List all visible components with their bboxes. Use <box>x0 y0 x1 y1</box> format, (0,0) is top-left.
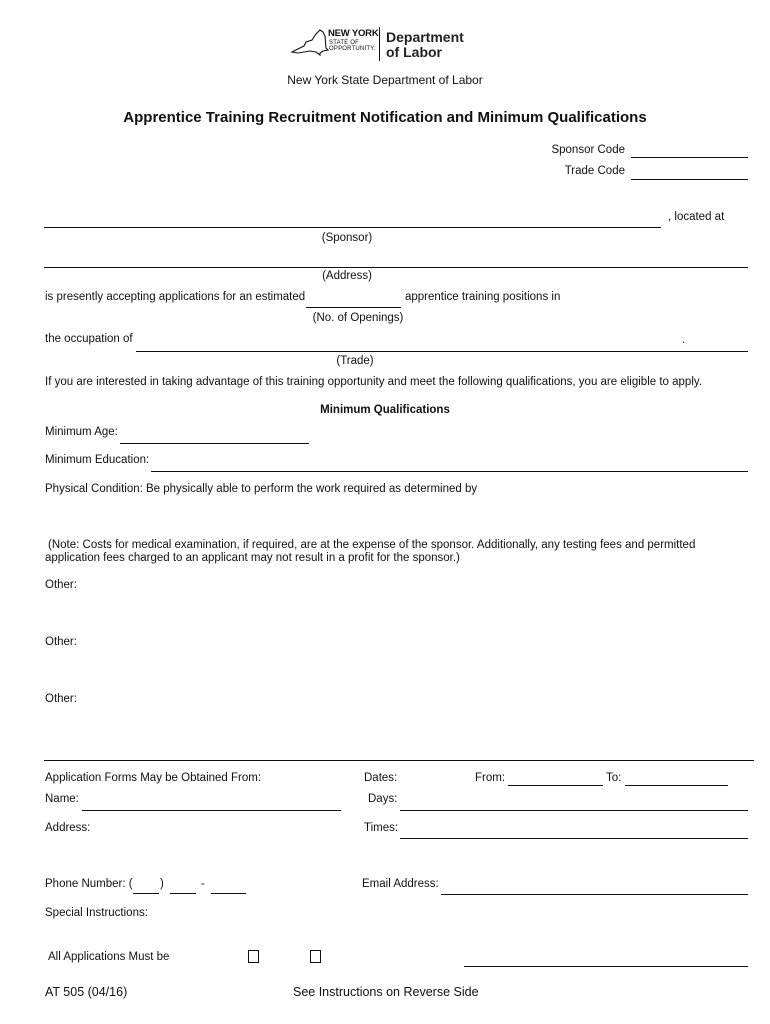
agency-name: New York State Department of Labor <box>287 73 483 87</box>
section-divider <box>44 760 754 761</box>
days-label: Days: <box>368 793 398 805</box>
phone-line-number-field[interactable] <box>211 893 246 894</box>
to-date-field[interactable] <box>625 785 728 786</box>
medical-note-line-1: (Note: Costs for medical examination, if required, are at the expense of the sponsor. Additionally, any testing fees and permitted <box>48 539 696 551</box>
logo-opportunity: OPPORTUNITY. <box>329 46 376 52</box>
from-label: From: <box>475 772 506 784</box>
minimum-age-field[interactable] <box>120 443 309 444</box>
occupation-field[interactable] <box>136 351 748 352</box>
medical-note-line-2: application fees charged to an applicant may not result in a profit for the sponsor.) <box>45 552 460 564</box>
phone-close-paren: ) <box>160 878 164 890</box>
new-york-state-map-icon <box>290 26 330 58</box>
phone-dash: - <box>201 878 205 890</box>
phone-area-code-field[interactable] <box>133 893 159 894</box>
sponsor-caption: (Sponsor) <box>321 232 373 244</box>
physical-condition-label: Physical Condition: Be physically able to perform the work required as determined by <box>45 483 478 495</box>
other-qualification-1: Other: <box>45 579 77 591</box>
logo-new-york: NEW YORK <box>328 28 379 39</box>
from-date-field[interactable] <box>508 785 603 786</box>
logo-state-of: STATE OF <box>329 40 360 46</box>
times-label: Times: <box>364 822 399 834</box>
sponsor-field[interactable] <box>44 227 661 228</box>
email-address-label: Email Address: <box>362 878 439 890</box>
phone-prefix-field[interactable] <box>170 893 196 894</box>
logo-department: Department <box>386 29 464 45</box>
located-at-text: , located at <box>668 211 725 223</box>
name-label: Name: <box>45 793 79 805</box>
minimum-education-label: Minimum Education: <box>45 454 150 466</box>
address-caption: (Address) <box>322 270 372 282</box>
form-title: Apprentice Training Recruitment Notification and Minimum Qualifications <box>123 109 647 126</box>
trade-code-label: Trade Code <box>564 165 625 177</box>
special-instructions-label: Special Instructions: <box>45 907 148 919</box>
times-field[interactable] <box>400 838 748 839</box>
submission-location-field[interactable] <box>464 966 748 967</box>
all-applications-must-be-label: All Applications Must be <box>48 951 170 963</box>
openings-caption: (No. of Openings) <box>312 312 404 324</box>
minimum-age-label: Minimum Age: <box>45 426 118 438</box>
form-number: AT 505 (04/16) <box>45 985 128 999</box>
name-field[interactable] <box>82 810 341 811</box>
to-label: To: <box>606 772 622 784</box>
application-obtained-from-label: Application Forms May be Obtained From: <box>45 772 262 784</box>
other-qualification-3: Other: <box>45 693 77 705</box>
trade-caption: (Trade) <box>336 355 374 367</box>
delivery-checkbox-2[interactable] <box>310 950 321 963</box>
phone-number-label: Phone Number: ( <box>45 878 133 890</box>
openings-text-before: is presently accepting applications for an estimated <box>45 291 306 303</box>
logo-of-labor: of Labor <box>386 44 442 60</box>
occupation-label: the occupation of <box>45 333 133 345</box>
logo-divider <box>379 27 380 61</box>
delivery-checkbox-1[interactable] <box>248 950 259 963</box>
address-field[interactable] <box>44 267 748 268</box>
occupation-period: . <box>682 334 686 346</box>
openings-text-after: apprentice training positions in <box>405 291 561 303</box>
openings-field[interactable] <box>306 307 401 308</box>
other-qualification-2: Other: <box>45 636 77 648</box>
minimum-education-field[interactable] <box>151 471 748 472</box>
qualifications-heading: Minimum Qualifications <box>320 404 450 416</box>
days-field[interactable] <box>400 810 748 811</box>
dates-label: Dates: <box>364 772 398 784</box>
eligibility-intro: If you are interested in taking advantage of this training opportunity and meet the following qualifications, you are eligible to apply. <box>45 376 702 388</box>
reverse-side-note: See Instructions on Reverse Side <box>293 985 479 999</box>
sponsor-code-field[interactable] <box>631 157 748 158</box>
sponsor-code-label: Sponsor Code <box>551 144 625 156</box>
address-label: Address: <box>45 822 91 834</box>
email-address-field[interactable] <box>441 894 748 895</box>
trade-code-field[interactable] <box>631 179 748 180</box>
